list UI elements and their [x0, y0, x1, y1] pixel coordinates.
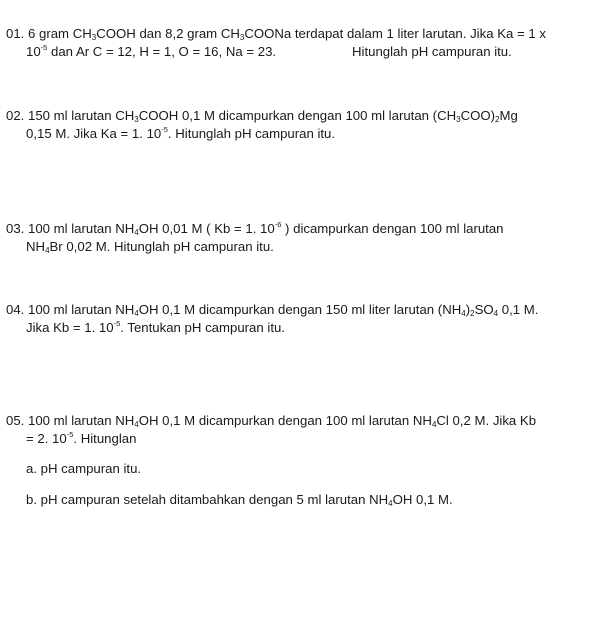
q1-instruction: Hitunglah pH campuran itu.: [352, 44, 512, 59]
q3-line1: 03. 100 ml larutan $NH_4OH$ 0,01 M ( Kb = 1. $10^{-6}$ ) dicampurkan dengan 100 ml larutan: [6, 220, 504, 237]
q5-part-a: a. pH campuran itu.: [26, 461, 142, 476]
q5-line1: 05. 100 ml larutan $NH_4OH$ 0,1 M dicampurkan dengan 100 ml larutan $NH_4Cl$ 0,2 M. Jika Kb: [6, 413, 537, 429]
q1-line2: $10^{-5}$ dan Ar C = 12, H = 1, O = 16, Na = 23.: [26, 43, 277, 59]
q5-part-b: b. pH campuran setelah ditambahkan dengan 5 ml larutan $NH_4OH$ 0,1 M.: [26, 492, 453, 508]
q5-line2: = 2. $10^{-5}$. Hitunglan: [26, 430, 137, 446]
q2-line1: 02. 150 ml larutan $CH_3COOH$ 0,1 M dicampurkan dengan 100 ml larutan $(CH_3COO)_2Mg$: [6, 108, 518, 124]
q4-line2: Jika Kb = 1. $10^{-5}$. Tentukan pH campuran itu.: [26, 319, 285, 335]
q1-line1: 01. 6 gram $CH_3COOH$ dan 8,2 gram $CH_3COONa$ terdapat dalam 1 liter larutan. Jika Ka = 1 x: [6, 26, 546, 42]
q2-line2: 0,15 M. Jika Ka = 1. $10^{-5}$. Hitunglah pH campuran itu.: [26, 125, 336, 141]
q4-line1: 04. 100 ml larutan $NH_4OH$ 0,1 M dicampurkan dengan 150 ml liter larutan $(NH_4)_2SO_4$ 0,1 M.: [6, 302, 539, 318]
q3-line2: $NH_4Br$ 0,02 M. Hitunglah pH campuran itu.: [26, 239, 274, 255]
